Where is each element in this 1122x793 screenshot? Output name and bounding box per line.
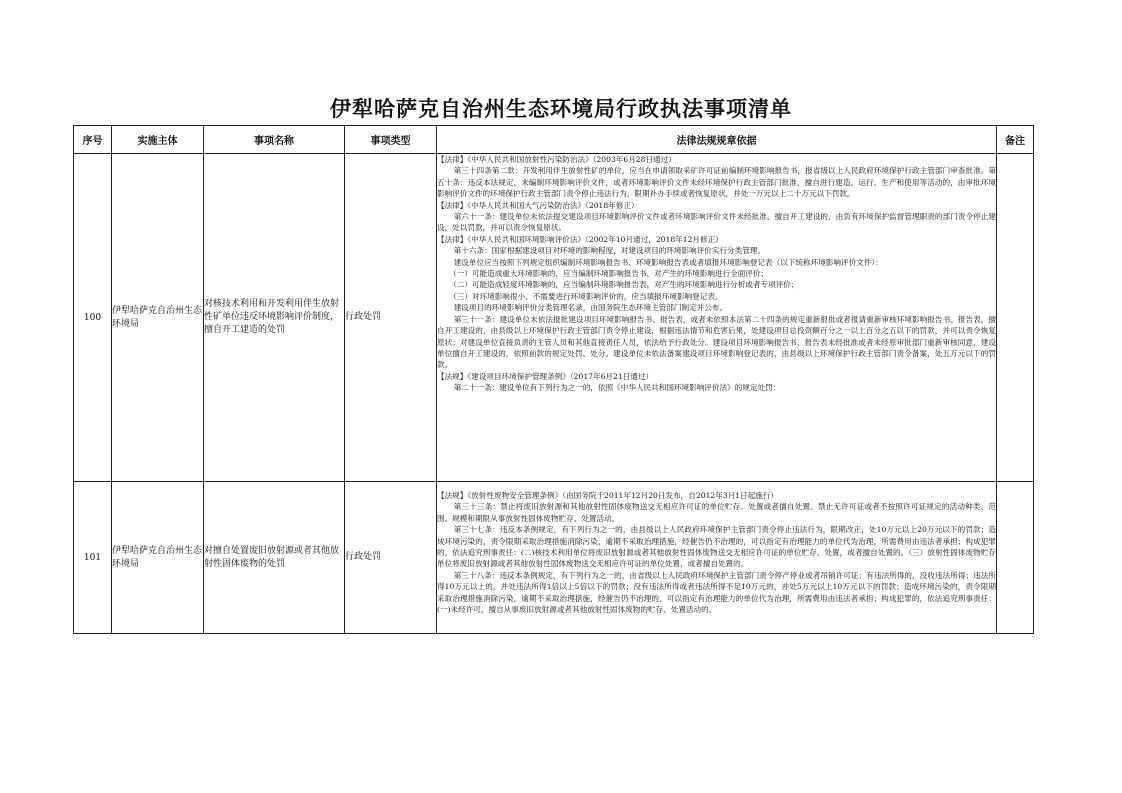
basis-line: 第十六条：国家根据建设项目对环境的影响程度，对建设项目的环境影响评价实行分类管理。 — [453, 246, 766, 256]
row-no: 101 — [74, 482, 112, 634]
basis-line: 第二十一条：建设单位有下列行为之一的，依照《中华人民共和国环境影响评价法》的规定处罚： — [453, 383, 781, 393]
row-item-name: 对核技术利用和开发利用伴生放射性矿单位违反环境影响评价制度，擅自开工建造的处罚 — [204, 154, 345, 482]
basis-line: 第三十一条：建设单位未依法报批建设项目环境影响报告书、报告表，或者未依照本法第二十四条的规定重新报批或者报请重新审核环境影响报告书、报告表，擅自开工建设的，由县级以上环境保护行政主管部门责令停止建设，根据违法情节和危害后果，处建设项目总投资额百分之一以上百分之五以下的罚款，并可以责令恢复原状；对建设单位直接负责的主管人员和其他直接责任人员，依法给予行政处分。建设项目环境影响报告书、报告表未经批准或者未经原审批部门重新审核同意，建设单位擅自开工建设的，依照前款的规定处罚、处分。建设单位未依法备案建设项目环境影响登记表的，由县级以上环境保护行政主管部门责令备案，处五万元以下的罚款。 — [437, 314, 996, 370]
basis-line: 第三十四条第二款：开发利用伴生放射性矿的单位，应当在申请领取采矿许可证前编制环境影响报告书，报省级以上人民政府环境保护行政主管部门审查批准。第五十条：违反本法规定，未编制环境影响评价文件，或者环境影响评价文件未经环境保护行政主管部门批准，擅自进行建造、运行、生产和使用等活动的，由审批环境影响评价文件的环境保护行政主管部门责令停止违法行为，限期补办手续或者恢复原状，并处一万元以上二十万元以下罚款。 — [437, 166, 996, 199]
header-item-name: 事项名称 — [204, 126, 345, 154]
table-row — [74, 154, 1034, 482]
header-subject: 实施主体 — [112, 126, 204, 154]
basis-line: 【法律】《中华人民共和国环境影响评价法》（2002年10月通过，2018年12月修正） — [437, 234, 723, 244]
row-remark — [997, 482, 1034, 634]
basis-line: 第三十三条：禁止将废旧放射源和其他放射性固体废物送交无相应许可证的单位贮存、处置或者擅自处置。禁止无许可证或者不按照许可证规定的活动种类、范围、规模和期限从事放射性固体废物贮存、处置活动。 — [437, 502, 996, 523]
row-legal-basis — [437, 154, 997, 482]
basis-line: （一）可能造成重大环境影响的，应当编制环境影响报告书，对产生的环境影响进行全面评价； — [449, 269, 769, 279]
basis-line: 第六十一条：建设单位未依法提交建设项目环境影响评价文件或者环境影响评价文件未经批准，擅自开工建设的，由负有环境保护监督管理职责的部门责令停止建设，处以罚款，并可以责令恢复原状。 — [437, 212, 996, 233]
basis-line: （三）对环境影响很小、不需要进行环境影响评价的，应当填报环境影响登记表。 — [449, 291, 723, 301]
table-header-row — [74, 126, 1034, 154]
page-title: 伊犁哈萨克自治州生态环境局行政执法事项清单 — [330, 96, 792, 121]
basis-line: （二）可能造成轻度环境影响的，应当编制环境影响报告表，对产生的环境影响进行分析或者专项评价； — [449, 280, 799, 290]
header-remark: 备注 — [997, 126, 1034, 154]
row-remark — [997, 154, 1034, 482]
header-item-type: 事项类型 — [345, 126, 437, 154]
basis-line: 【法律】《中华人民共和国放射性污染防治法》（2003年6月28日通过） — [437, 155, 676, 164]
basis-line: 第三十七条：违反本条例规定，有下列行为之一的，由县级以上人民政府环境保护主管部门责令停止违法行为，限期改正，处10万元以上20万元以下的罚款；造成环境污染的，责令限期采取治理措施消除污染，逾期不采取治理措施，经催告仍不治理的，可以指定有治理能力的单位代为治理，所需费用由违法者承担；构成犯罪的，依法追究刑事责任：(二)核技术利用单位将废旧放射源或者其他放射性固体废物送交无相应许可证的单位贮存、处置，或者擅自处置的。（三）放射性固体废物贮存单位将废旧放射源或者其他放射性固体废物送交无相应许可证的单位处置，或者擅自处置的。 — [437, 525, 996, 569]
row-legal-basis — [437, 482, 997, 634]
row-subject: 伊犁哈萨克自治州生态环境局 — [112, 154, 204, 482]
header-basis: 法律法规规章依据 — [437, 126, 997, 154]
basis-line: 第三十八条：违反本条例规定，有下列行为之一的，由省级以上人民政府环境保护主管部门责令停产停业或者吊销许可证；有违法所得的，没收违法所得；违法所得10万元以上的，并处违法所得1倍以上5倍以下的罚款；没有违法所得或者违法所得不足10万元的，并处5万元以上10万元以下的罚款；造成环境污染的，责令限期采取治理措施消除污染，逾期不采取治理措施，经催告仍不治理的，可以指定有治理能力的单位代为治理，所需费用由违法者承担；构成犯罪的，依法追究刑事责任：(一)未经许可，擅自从事废旧放射源或者其他放射性固体废物的贮存、处置活动的。 — [437, 570, 996, 615]
header-no: 序号 — [74, 126, 112, 154]
row-subject: 伊犁哈萨克自治州生态环境局 — [112, 482, 204, 634]
row-item-name: 对擅自处置废旧放射源或者其他放射性固体废物的处罚 — [204, 482, 345, 634]
row-no: 100 — [74, 154, 112, 482]
basis-line: 【法规】《建设项目环境保护管理条例》（2017年6月21日通过） — [437, 371, 654, 381]
table-row — [74, 482, 1034, 634]
basis-line: 【法律】《中华人民共和国大气污染防治法》（2018年修正） — [437, 200, 639, 210]
row-item-type: 行政处罚 — [345, 482, 437, 634]
basis-line: 建设单位应当按照下列规定组织编制环境影响报告书、环境影响报告表或者填报环境影响登记表（以下统称环境影响评价文件）： — [453, 257, 883, 267]
basis-line: 【法规】《放射性废物安全管理条例》（由国务院于2011年12月20日发布，自2012年3月1日起施行） — [437, 491, 779, 500]
basis-line: 建设项目的环境影响评价分类管理名录，由国务院生态环境主管部门制定并公布。 — [453, 303, 728, 313]
row-item-type: 行政处罚 — [345, 154, 437, 482]
enforcement-table — [73, 125, 1034, 634]
